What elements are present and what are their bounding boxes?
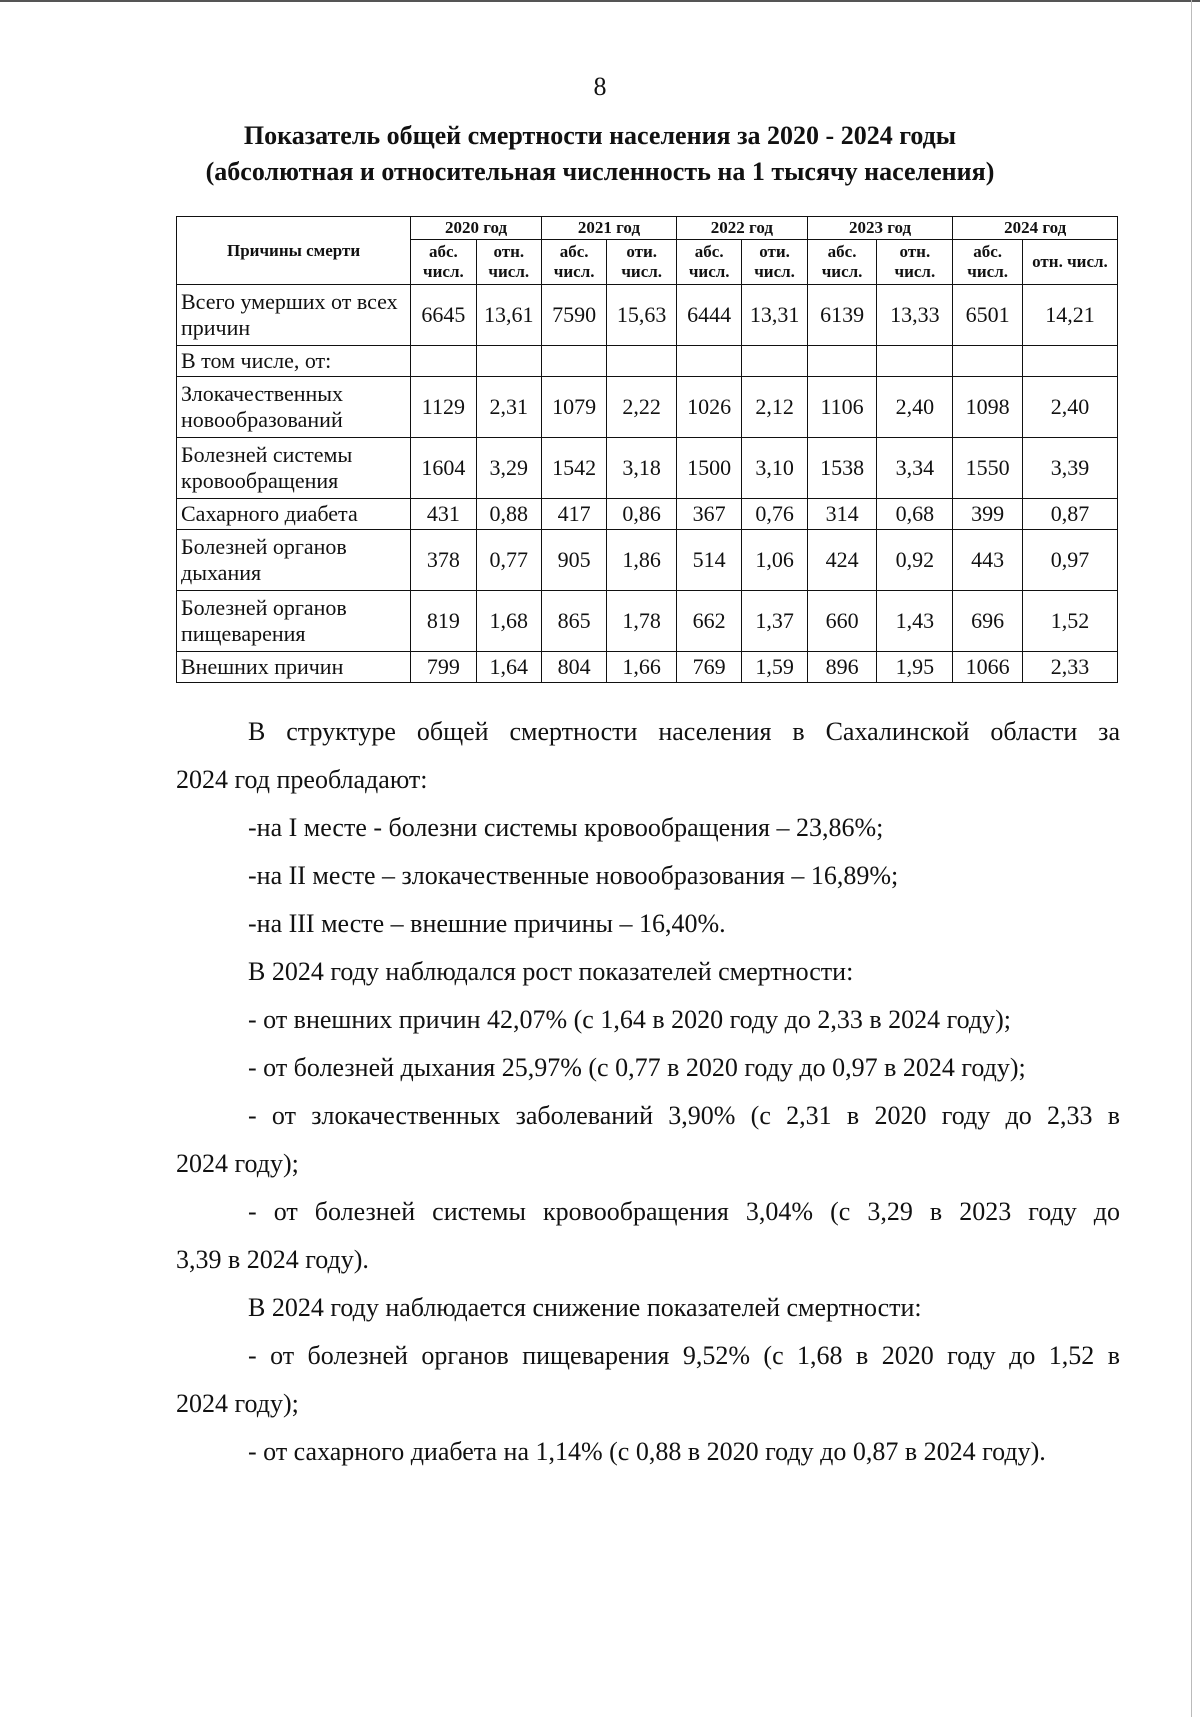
abs-value-cell: 660 xyxy=(807,591,877,652)
rel-value-cell xyxy=(476,346,541,377)
cause-cell: Болезней системы кровообращения xyxy=(177,438,411,499)
rel-value-cell: 1,43 xyxy=(877,591,953,652)
abs-value-cell: 6501 xyxy=(953,285,1023,346)
body-text xyxy=(176,708,1120,1476)
rel-value-cell: 2,12 xyxy=(742,377,807,438)
abs-value-cell: 424 xyxy=(807,530,877,591)
table-row xyxy=(177,346,1118,377)
cause-cell: В том числе, от: xyxy=(177,346,411,377)
rel-value-cell: 0,97 xyxy=(1022,530,1117,591)
rel-value-cell: 2,33 xyxy=(1022,652,1117,683)
rel-value-cell: 0,87 xyxy=(1022,499,1117,530)
rel-value-cell: 13,61 xyxy=(476,285,541,346)
list-item: - от внешних причин 42,07% (с 1,64 в 2020 году до 2,33 в 2024 году); xyxy=(248,1005,1012,1034)
rel-value-cell: 14,21 xyxy=(1022,285,1117,346)
abs-value-cell: 1550 xyxy=(953,438,1023,499)
paragraph-line: В 2024 году наблюдается снижение показателей смертности: xyxy=(248,1293,922,1322)
abs-value-cell: 1500 xyxy=(676,438,741,499)
list-item: - от болезней системы кровообращения 3,04% (с 3,29 в 2023 году до xyxy=(248,1197,1120,1226)
rel-value-cell: 1,64 xyxy=(476,652,541,683)
table-row xyxy=(177,285,1118,346)
abs-value-cell: 514 xyxy=(676,530,741,591)
rel-value-cell: 1,95 xyxy=(877,652,953,683)
list-item: - от болезней дыхания 25,97% (с 0,77 в 2020 году до 0,97 в 2024 году); xyxy=(248,1053,1026,1082)
abs-value-cell: 367 xyxy=(676,499,741,530)
rel-value-cell: 0,68 xyxy=(877,499,953,530)
rel-value-cell: 1,66 xyxy=(607,652,677,683)
rel-value-cell: 0,76 xyxy=(742,499,807,530)
rel-value-cell: 0,92 xyxy=(877,530,953,591)
rel-value-cell: 2,40 xyxy=(877,377,953,438)
table-row xyxy=(177,652,1118,683)
year-header: 2020 год xyxy=(411,217,542,240)
rel-value-cell: 1,78 xyxy=(607,591,677,652)
abs-value-cell: 1026 xyxy=(676,377,741,438)
year-header: 2023 год xyxy=(807,217,953,240)
list-item-continuation: 2024 году); xyxy=(176,1149,299,1178)
table-row xyxy=(177,438,1118,499)
mortality-table xyxy=(176,216,1118,683)
rel-value-cell xyxy=(607,346,677,377)
cause-cell: Злокачественных новообразований xyxy=(177,377,411,438)
table-row xyxy=(177,530,1118,591)
abs-value-cell: 1604 xyxy=(411,438,476,499)
list-item: - от злокачественных заболеваний 3,90% (с 2,31 в 2020 году до 2,33 в xyxy=(248,1101,1120,1130)
rel-value-cell: 2,40 xyxy=(1022,377,1117,438)
rel-value-cell: 2,22 xyxy=(607,377,677,438)
cause-cell: Внешних причин xyxy=(177,652,411,683)
rel-value-cell: 0,86 xyxy=(607,499,677,530)
abs-value-cell: 1098 xyxy=(953,377,1023,438)
scan-right-edge xyxy=(1191,0,1192,1717)
rel-header: оти. числ. xyxy=(742,240,807,285)
rel-value-cell: 3,34 xyxy=(877,438,953,499)
abs-header: абс. числ. xyxy=(411,240,476,285)
table-body xyxy=(177,285,1118,683)
rel-value-cell: 2,31 xyxy=(476,377,541,438)
list-item-continuation: 3,39 в 2024 году). xyxy=(176,1245,369,1274)
abs-value-cell: 769 xyxy=(676,652,741,683)
abs-header: абс. числ. xyxy=(541,240,606,285)
rel-value-cell: 0,88 xyxy=(476,499,541,530)
rel-header: отн. числ. xyxy=(1022,240,1117,285)
year-header: 2024 год xyxy=(953,217,1118,240)
rel-value-cell: 1,68 xyxy=(476,591,541,652)
abs-value-cell: 6139 xyxy=(807,285,877,346)
rel-value-cell: 1,52 xyxy=(1022,591,1117,652)
list-item: - от сахарного диабета на 1,14% (с 0,88 в 2020 году до 0,87 в 2024 году). xyxy=(248,1437,1046,1466)
rel-value-cell: 1,59 xyxy=(742,652,807,683)
abs-value-cell: 1079 xyxy=(541,377,606,438)
abs-value-cell xyxy=(953,346,1023,377)
abs-value-cell xyxy=(676,346,741,377)
rel-value-cell: 15,63 xyxy=(607,285,677,346)
year-header: 2022 год xyxy=(676,217,807,240)
abs-header: абс. числ. xyxy=(953,240,1023,285)
list-item-continuation: 2024 году); xyxy=(176,1389,299,1418)
rel-value-cell: 1,37 xyxy=(742,591,807,652)
table-row xyxy=(177,377,1118,438)
list-item: -на III месте – внешние причины – 16,40%. xyxy=(248,909,726,938)
abs-value-cell: 1129 xyxy=(411,377,476,438)
abs-value-cell: 905 xyxy=(541,530,606,591)
document-title xyxy=(0,118,1200,190)
title-line-1: Показатель общей смертности населения за 2020 - 2024 годы xyxy=(243,121,957,150)
rel-value-cell: 13,33 xyxy=(877,285,953,346)
abs-value-cell xyxy=(807,346,877,377)
rel-value-cell: 1,06 xyxy=(742,530,807,591)
abs-value-cell: 378 xyxy=(411,530,476,591)
abs-header: абс. числ. xyxy=(676,240,741,285)
abs-value-cell: 314 xyxy=(807,499,877,530)
abs-value-cell: 399 xyxy=(953,499,1023,530)
list-item: - от болезней органов пищеварения 9,52% (с 1,68 в 2020 году до 1,52 в xyxy=(248,1341,1120,1370)
abs-value-cell: 865 xyxy=(541,591,606,652)
rel-value-cell: 3,29 xyxy=(476,438,541,499)
title-line-2: (абсолютная и относительная численность на 1 тысячу населения) xyxy=(205,157,995,186)
rel-value-cell xyxy=(742,346,807,377)
rel-header: отн. числ. xyxy=(877,240,953,285)
rel-value-cell: 0,77 xyxy=(476,530,541,591)
rel-value-cell xyxy=(1022,346,1117,377)
list-item: -на II месте – злокачественные новообразования – 16,89%; xyxy=(248,861,899,890)
cause-cell: Сахарного диабета xyxy=(177,499,411,530)
rel-header: оти. числ. xyxy=(607,240,677,285)
rel-value-cell: 3,39 xyxy=(1022,438,1117,499)
rel-value-cell: 3,18 xyxy=(607,438,677,499)
paragraph-line: В 2024 году наблюдался рост показателей смертности: xyxy=(248,957,854,986)
abs-value-cell: 696 xyxy=(953,591,1023,652)
abs-value-cell: 819 xyxy=(411,591,476,652)
abs-value-cell: 6645 xyxy=(411,285,476,346)
cause-cell: Всего умерших от всех причин xyxy=(177,285,411,346)
abs-value-cell: 7590 xyxy=(541,285,606,346)
rel-value-cell xyxy=(877,346,953,377)
cause-cell: Болезней органов пищеварения xyxy=(177,591,411,652)
abs-header: абс. числ. xyxy=(807,240,877,285)
abs-value-cell: 662 xyxy=(676,591,741,652)
abs-value-cell: 804 xyxy=(541,652,606,683)
list-item: -на I месте - болезни системы кровообращения – 23,86%; xyxy=(248,813,884,842)
abs-value-cell: 799 xyxy=(411,652,476,683)
table-row xyxy=(177,499,1118,530)
abs-value-cell: 896 xyxy=(807,652,877,683)
abs-value-cell: 443 xyxy=(953,530,1023,591)
rel-value-cell: 1,86 xyxy=(607,530,677,591)
scan-top-edge xyxy=(0,0,1200,2)
abs-value-cell: 417 xyxy=(541,499,606,530)
paragraph-line: В структуре общей смертности населения в Сахалинской области за xyxy=(248,717,1120,746)
table-row xyxy=(177,591,1118,652)
year-header: 2021 год xyxy=(541,217,676,240)
abs-value-cell: 1066 xyxy=(953,652,1023,683)
year-header-row xyxy=(177,217,1118,240)
abs-value-cell: 1542 xyxy=(541,438,606,499)
rel-value-cell: 3,10 xyxy=(742,438,807,499)
abs-value-cell: 6444 xyxy=(676,285,741,346)
abs-value-cell xyxy=(541,346,606,377)
rel-value-cell: 13,31 xyxy=(742,285,807,346)
abs-value-cell: 431 xyxy=(411,499,476,530)
abs-value-cell xyxy=(411,346,476,377)
rel-header: отн. числ. xyxy=(476,240,541,285)
page-number: 8 xyxy=(593,72,607,101)
abs-value-cell: 1538 xyxy=(807,438,877,499)
cause-header: Причины смерти xyxy=(177,217,411,285)
abs-value-cell: 1106 xyxy=(807,377,877,438)
cause-cell: Болезней органов дыхания xyxy=(177,530,411,591)
paragraph-line: 2024 год преобладают: xyxy=(176,765,428,794)
